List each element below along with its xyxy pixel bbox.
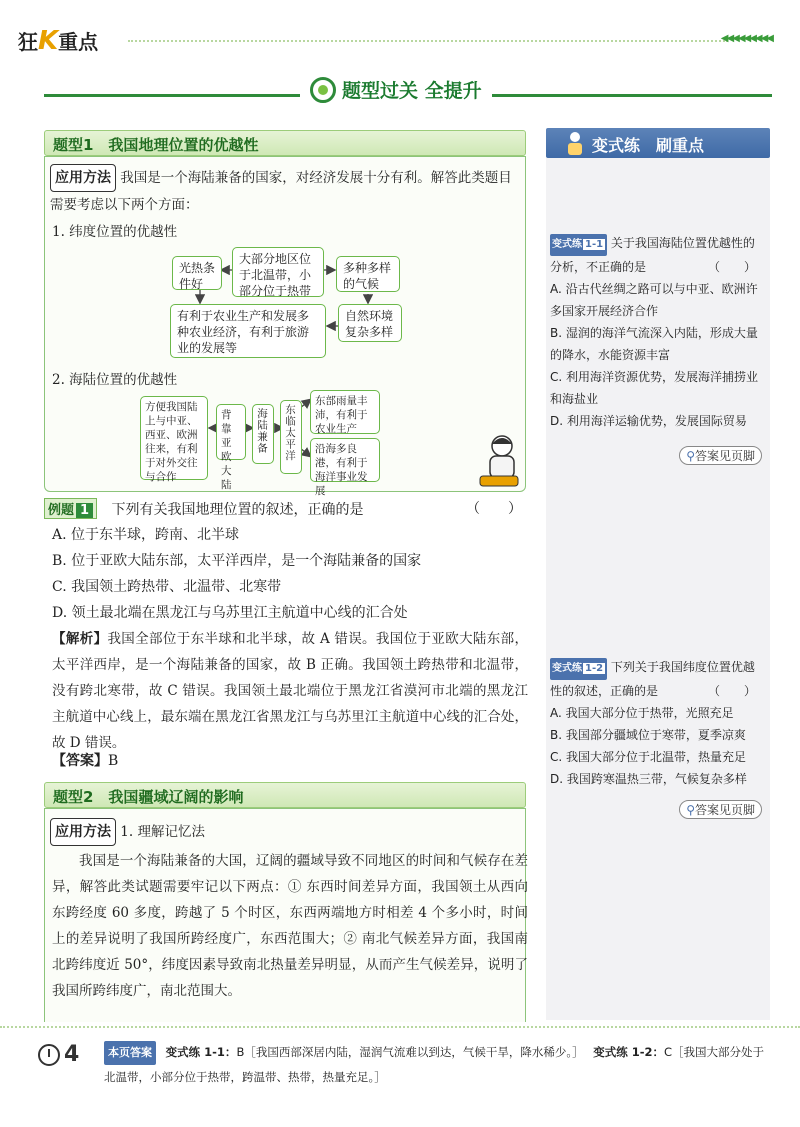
flow2-r1: 东部雨量丰沛，有利于农业生产 — [310, 390, 380, 434]
brand-k: K — [38, 26, 59, 56]
brand-logo — [18, 26, 98, 56]
topic1-method-text: 我国是一个海陆兼备的国家，对经济发展十分有利。解答此类题目需要考虑以下两个方面： — [50, 170, 512, 213]
header-divider — [128, 40, 728, 42]
student-icon — [564, 130, 586, 156]
topic1-sub2: 2. 海陆位置的优越性 — [52, 372, 178, 388]
side-q2-option-b: B. 我国部分疆域位于寒带，夏季凉爽 — [550, 728, 746, 742]
example1-question — [44, 498, 526, 519]
clock-icon — [38, 1044, 60, 1066]
example1-stem: 下列有关我国地理位置的叙述，正确的是 — [111, 502, 364, 518]
analysis-text: 我国全部位于东半球和北半球，故 A 错误。我国位于亚欧大陆东部，太平洋西岸，是一个海陆兼备的国家，故 B 正确。我国领土跨热带和北温带，没有跨北寒带，故 C 错误。我国领土最北端位于黑龙江省漠河市北端的黑龙江主航道中心线上，最东端在黑龙江省黑龙江与乌苏里江主航道中心线的汇合处，故 D 错误。 — [52, 631, 528, 751]
topic2-method-lead: 1. 理解记忆法 — [120, 824, 205, 840]
topic1-title: 题型1 我国地理位置的优越性 — [44, 130, 526, 156]
brand-pre: 狂 — [18, 30, 38, 54]
example1-option-a: A. 位于东半球，跨南、北半球 — [52, 527, 240, 543]
flow1-bottom-right: 自然环境复杂多样 — [338, 304, 402, 342]
flow1-top: 大部分地区位于北温带，小部分位于热带 — [232, 247, 324, 297]
example1-option-d: D. 领土最北端在黑龙江与乌苏里江主航道中心线的汇合处 — [52, 605, 408, 621]
flow2-v2: 海陆兼备 — [252, 404, 274, 464]
footer-divider — [0, 1026, 800, 1028]
analysis-tag: 【解析】 — [52, 631, 108, 647]
example1-analysis — [52, 626, 528, 756]
pin-icon: ⚲ — [686, 449, 695, 463]
flow2-v3: 东临太平洋 — [280, 400, 302, 474]
example-tag: 例题 1 — [44, 498, 97, 519]
method-tag: 应用方法 — [50, 164, 116, 192]
topic1-method — [50, 164, 520, 218]
example1-option-c: C. 我国领土跨热带、北温带、北寒带 — [52, 579, 282, 595]
flow2-r2: 沿海多良港，有利于海洋事业发展 — [310, 438, 380, 482]
side-q1-tag: 变式练 1-1 — [550, 234, 607, 256]
side-q1-answer-link[interactable]: ⚲答案见页脚 — [679, 446, 762, 465]
side-q2-option-c: C. 我国大部分位于北温带，热量充足 — [550, 750, 747, 764]
thinking-student-icon — [476, 432, 522, 490]
side-q1: 变式练 1-1 关于我国海陆位置优越性的分析，不正确的是 （ ） A. 沿古代丝绸之路可以与中亚、欧洲许多国家开展经济合作 B. 湿润的海洋气流深入内陆，形成大量的降水，水能资源丰富 C. 利用海洋资源优势，发展海洋捕捞业和海盐业 D. 利用海洋运输优势，发展国际贸易 — [550, 232, 764, 432]
answer-1-2: C［我国大部分处于北温带，小部分位于热带，跨温带、热带，热量充足。］ — [104, 1045, 765, 1084]
topic2-title: 题型2 我国疆域辽阔的影响 — [44, 782, 526, 808]
example1-option-b: B. 位于亚欧大陆东部，太平洋西岸，是一个海陆兼备的国家 — [52, 553, 422, 569]
topic1-sub1: 1. 纬度位置的优越性 — [52, 224, 178, 240]
topic2-text: 我国是一个海陆兼备的大国，辽阔的疆域导致不同地区的时间和气候存在差异，解答此类试题需要牢记以下两点：① 东西时间差异方面，我国领土从西向东跨经度 60 多度，跨越了 5 个时区，东西两端地方时相差 4 个多小时，时间上的差异说明了我国所跨经度广，东西范围大；② 南北气候差异方面，我国南北跨纬度近 50°，纬度因素导致南北热量差异明显，从而产生气候差异，说明了我国所跨纬度广，南北范围大。 — [52, 853, 528, 999]
side-q2-stem: 下列关于我国纬度位置优越性的叙述，正确的是 — [550, 660, 755, 698]
side-q2-tag: 变式练 1-2 — [550, 658, 607, 680]
header-arrows-icon: ◀◀◀◀◀◀◀◀◀ — [720, 33, 772, 44]
section-title — [300, 76, 492, 103]
side-q2: 变式练 1-2 下列关于我国纬度位置优越性的叙述，正确的是 （ ） A. 我国大部分位于热带，光照充足 B. 我国部分疆域位于寒带，夏季凉爽 C. 我国大部分位于北温带，热量充足 D. 我国跨寒温热三带，气候复杂多样 — [550, 656, 764, 790]
flow1-left: 光热条件好 — [172, 256, 222, 290]
answers-tag: 本页答案 — [104, 1041, 156, 1065]
side-q1-option-c: C. 利用海洋资源优势，发展海洋捕捞业和海盐业 — [550, 370, 759, 406]
pin-icon-2: ⚲ — [686, 803, 695, 817]
side-q2-answer-link[interactable]: ⚲答案见页脚 — [679, 800, 762, 819]
flow2-v1: 背靠亚欧大陆 — [216, 404, 246, 460]
side-q2-option-d: D. 我国跨寒温热三带，气候复杂多样 — [550, 772, 747, 786]
example1-paren: （ ） — [466, 501, 522, 517]
side-q2-option-a: A. 我国大部分位于热带，光照充足 — [550, 706, 734, 720]
answer-1-1: B［我国西部深居内陆，湿润气流难以到达，气候干旱，降水稀少。］ — [236, 1045, 584, 1059]
page-answers: 本页答案 变式练 1-1：B［我国西部深居内陆，湿润气流难以到达，气候干旱，降水稀少。］ 变式练 1-2：C［我国大部分处于北温带，小部分位于热带，跨温带、热带，热量充足。］ — [104, 1040, 768, 1089]
topic2-method — [50, 818, 205, 846]
side-q1-option-a: A. 沿古代丝绸之路可以与中亚、欧洲许多国家开展经济合作 — [550, 282, 758, 318]
method-tag-2: 应用方法 — [50, 818, 116, 846]
side-q1-option-d: D. 利用海洋运输优势，发展国际贸易 — [550, 414, 747, 428]
section-title-text: 题型过关 全提升 — [342, 80, 482, 102]
flow1-right: 多种多样的气候 — [336, 256, 400, 292]
globe-icon — [310, 77, 336, 103]
side-q1-option-b: B. 湿润的海洋气流深入内陆，形成大量的降水，水能资源丰富 — [550, 326, 758, 362]
example1-answer: 【答案】B — [52, 753, 119, 769]
page-number: 4 — [38, 1042, 79, 1067]
flow1-bottom-left: 有利于农业生产和发展多种农业经济，有利于旅游业的发展等 — [170, 304, 326, 358]
flow2-left: 方便我国陆上与中亚、西亚、欧洲往来，有利于对外交往与合作 — [140, 396, 208, 480]
brand-post: 重点 — [58, 30, 99, 54]
side-title: 变式练 刷重点 — [546, 128, 770, 158]
side-q1-stem: 关于我国海陆位置优越性的分析，不正确的是 — [550, 236, 755, 274]
